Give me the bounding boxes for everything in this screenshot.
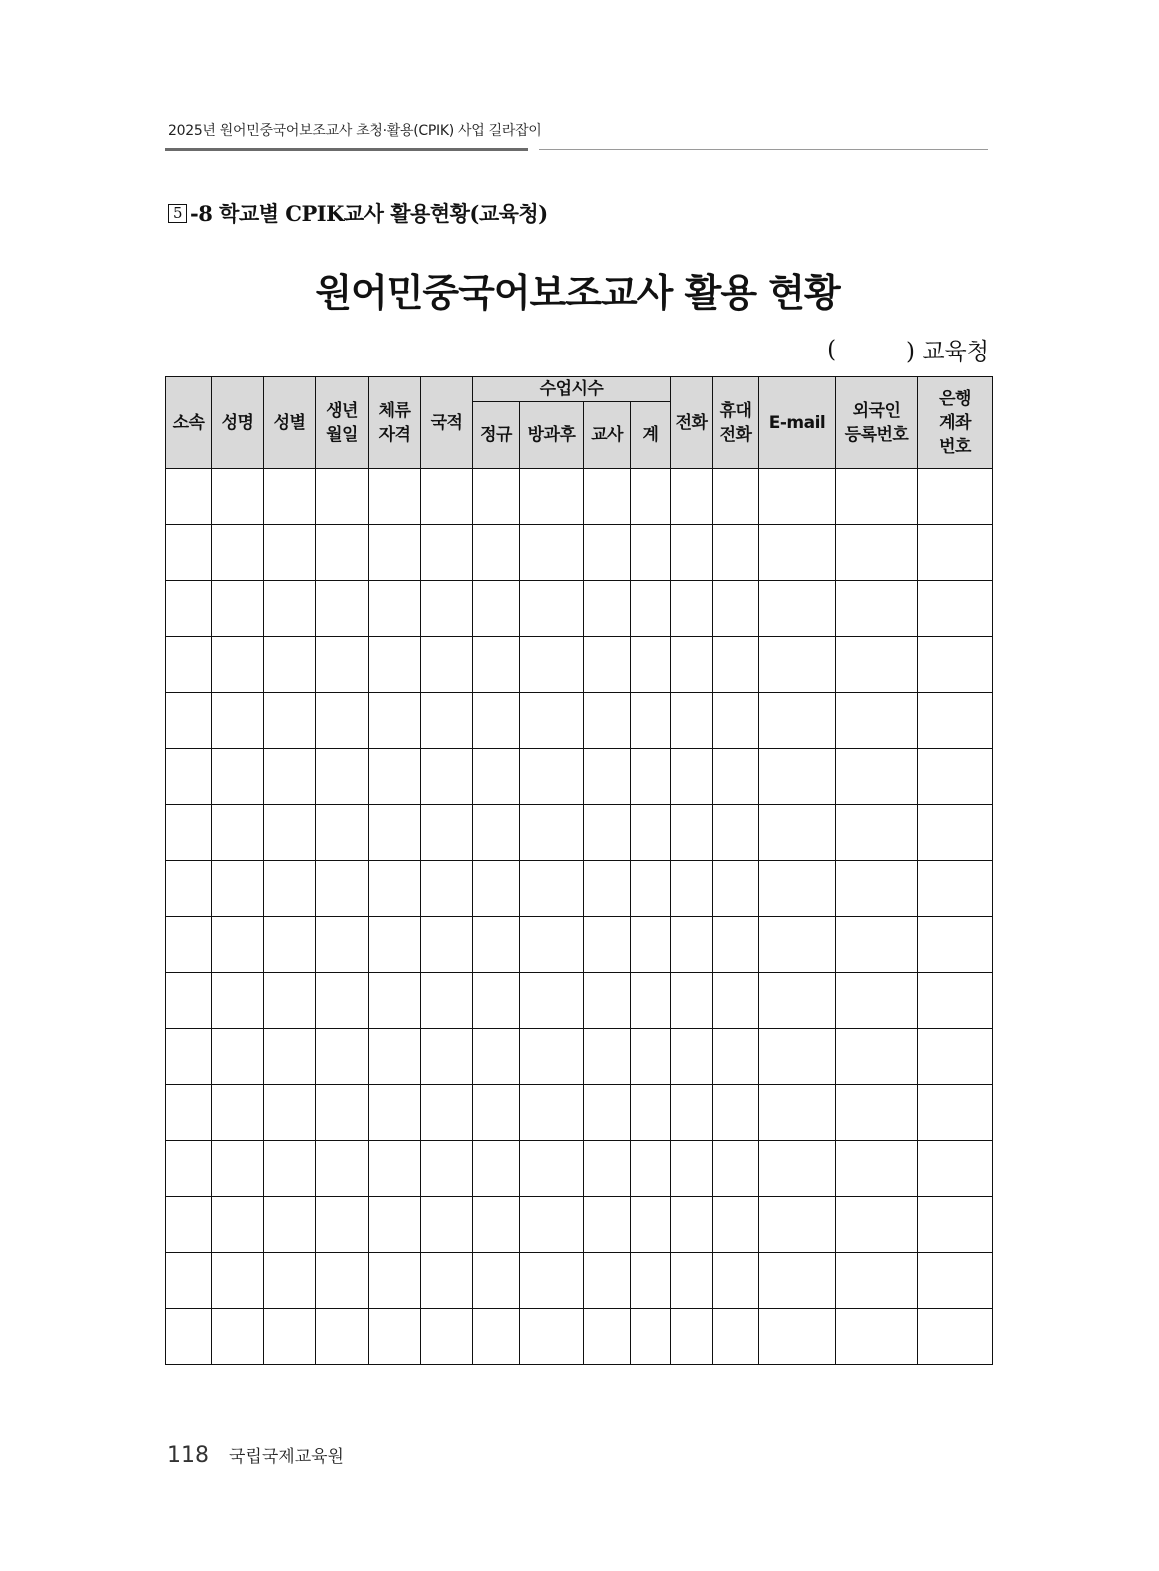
table-row — [166, 973, 993, 1029]
table-cell[interactable] — [671, 1309, 713, 1365]
usage-table — [165, 376, 993, 1365]
table-cell[interactable] — [316, 693, 369, 749]
table-cell[interactable] — [369, 1029, 421, 1085]
col-alien-reg-no: 외국인 등록번호 — [836, 377, 918, 469]
section-heading-text: -8 학교별 CPIK교사 활용현황(교육청) — [190, 201, 548, 226]
table-cell[interactable] — [918, 1197, 993, 1253]
table-cell[interactable] — [759, 861, 836, 917]
office-line — [827, 333, 989, 366]
table-cell[interactable] — [264, 693, 316, 749]
table-cell[interactable] — [631, 525, 671, 581]
table-cell[interactable] — [836, 917, 918, 973]
table-cell[interactable] — [473, 1253, 520, 1309]
table-cell[interactable] — [369, 1253, 421, 1309]
table-cell[interactable] — [264, 1253, 316, 1309]
table-cell[interactable] — [671, 917, 713, 973]
table-cell[interactable] — [264, 1197, 316, 1253]
table-cell[interactable] — [369, 917, 421, 973]
col-regular: 정규 — [473, 402, 520, 469]
table-cell[interactable] — [166, 693, 212, 749]
table-cell[interactable] — [759, 581, 836, 637]
table-row — [166, 581, 993, 637]
table-cell[interactable] — [713, 693, 759, 749]
table-cell[interactable] — [166, 1085, 212, 1141]
table-cell[interactable] — [316, 1029, 369, 1085]
table-cell[interactable] — [759, 693, 836, 749]
table-cell[interactable] — [631, 1253, 671, 1309]
table-cell[interactable] — [421, 1085, 473, 1141]
table-cell[interactable] — [918, 1029, 993, 1085]
table-cell[interactable] — [631, 917, 671, 973]
table-cell[interactable] — [671, 1141, 713, 1197]
table-cell[interactable] — [713, 973, 759, 1029]
table-cell[interactable] — [836, 693, 918, 749]
table-cell[interactable] — [836, 525, 918, 581]
table-cell[interactable] — [918, 637, 993, 693]
running-header: 2025년 원어민중국어보조교사 초청·활용(CPIK) 사업 길라잡이 — [168, 123, 542, 139]
table-cell[interactable] — [631, 1141, 671, 1197]
table-cell[interactable] — [631, 861, 671, 917]
table-cell[interactable] — [584, 1141, 631, 1197]
table-cell[interactable] — [671, 1197, 713, 1253]
table-cell[interactable] — [166, 525, 212, 581]
table-cell[interactable] — [520, 581, 584, 637]
col-birth-date: 생년 월일 — [316, 377, 369, 469]
table-cell[interactable] — [918, 581, 993, 637]
table-cell[interactable] — [264, 525, 316, 581]
table-cell[interactable] — [836, 469, 918, 525]
table-cell[interactable] — [918, 469, 993, 525]
table-cell[interactable] — [369, 861, 421, 917]
table-cell[interactable] — [421, 973, 473, 1029]
col-bank-account: 은행 계좌 번호 — [918, 377, 993, 469]
table-cell[interactable] — [316, 749, 369, 805]
table-cell[interactable] — [421, 581, 473, 637]
table-cell[interactable] — [631, 1309, 671, 1365]
col-after-school: 방과후 — [520, 402, 584, 469]
table-cell[interactable] — [166, 1029, 212, 1085]
table-cell[interactable] — [369, 637, 421, 693]
table-cell[interactable] — [918, 805, 993, 861]
table-cell[interactable] — [631, 805, 671, 861]
table-cell[interactable] — [166, 861, 212, 917]
table-row — [166, 525, 993, 581]
table-cell[interactable] — [264, 1085, 316, 1141]
table-cell[interactable] — [421, 525, 473, 581]
table-cell[interactable] — [212, 1029, 264, 1085]
table-cell[interactable] — [473, 917, 520, 973]
table-cell[interactable] — [713, 581, 759, 637]
table-cell[interactable] — [421, 1029, 473, 1085]
table-cell[interactable] — [671, 861, 713, 917]
table-cell[interactable] — [264, 581, 316, 637]
table-cell[interactable] — [264, 1029, 316, 1085]
table-cell[interactable] — [520, 1309, 584, 1365]
table-cell[interactable] — [473, 1197, 520, 1253]
col-name: 성명 — [212, 377, 264, 469]
table-cell[interactable] — [671, 581, 713, 637]
table-cell[interactable] — [264, 1141, 316, 1197]
table-cell[interactable] — [759, 525, 836, 581]
table-cell[interactable] — [316, 1309, 369, 1365]
table-cell[interactable] — [836, 1141, 918, 1197]
table-cell[interactable] — [316, 1253, 369, 1309]
table-cell[interactable] — [316, 1141, 369, 1197]
table-cell[interactable] — [520, 1141, 584, 1197]
table-cell[interactable] — [316, 861, 369, 917]
table-cell[interactable] — [369, 525, 421, 581]
table-cell[interactable] — [671, 749, 713, 805]
table-row — [166, 1085, 993, 1141]
table-cell[interactable] — [520, 973, 584, 1029]
table-cell[interactable] — [166, 917, 212, 973]
col-nationality: 국적 — [421, 377, 473, 469]
table-cell[interactable] — [631, 749, 671, 805]
col-gender: 성별 — [264, 377, 316, 469]
table-cell[interactable] — [836, 973, 918, 1029]
table-cell[interactable] — [584, 525, 631, 581]
table-cell[interactable] — [166, 581, 212, 637]
table-cell[interactable] — [264, 805, 316, 861]
table-cell[interactable] — [759, 973, 836, 1029]
table-cell[interactable] — [473, 1309, 520, 1365]
table-cell[interactable] — [316, 917, 369, 973]
table-cell[interactable] — [421, 1253, 473, 1309]
table-cell[interactable] — [212, 917, 264, 973]
table-cell[interactable] — [584, 1029, 631, 1085]
table-cell[interactable] — [473, 973, 520, 1029]
table-cell[interactable] — [584, 1253, 631, 1309]
table-cell[interactable] — [473, 1141, 520, 1197]
table-cell[interactable] — [369, 469, 421, 525]
section-heading — [168, 198, 548, 228]
table-cell[interactable] — [520, 749, 584, 805]
table-cell[interactable] — [421, 693, 473, 749]
col-total: 계 — [631, 402, 671, 469]
table-cell[interactable] — [520, 861, 584, 917]
table-cell[interactable] — [836, 581, 918, 637]
table-cell[interactable] — [369, 1141, 421, 1197]
table-cell[interactable] — [631, 1197, 671, 1253]
table-cell[interactable] — [631, 469, 671, 525]
table-cell[interactable] — [166, 469, 212, 525]
table-cell[interactable] — [369, 1309, 421, 1365]
form-title: 원어민중국어보조교사 활용 현황 — [315, 270, 840, 315]
table-cell[interactable] — [166, 1253, 212, 1309]
table-cell[interactable] — [584, 637, 631, 693]
table-cell[interactable] — [421, 1309, 473, 1365]
table-cell[interactable] — [421, 637, 473, 693]
table-cell[interactable] — [369, 581, 421, 637]
table-cell[interactable] — [316, 805, 369, 861]
table-row — [166, 1309, 993, 1365]
table-cell[interactable] — [671, 805, 713, 861]
table-cell[interactable] — [671, 693, 713, 749]
table-cell[interactable] — [918, 861, 993, 917]
table-cell[interactable] — [584, 581, 631, 637]
header-rule-thin — [539, 149, 988, 150]
table-cell[interactable] — [212, 749, 264, 805]
table-cell[interactable] — [836, 1309, 918, 1365]
table-row — [166, 861, 993, 917]
table-row — [166, 749, 993, 805]
table-cell[interactable] — [369, 1085, 421, 1141]
page-number: 118 — [167, 1443, 209, 1468]
table-cell[interactable] — [836, 1029, 918, 1085]
table-cell[interactable] — [713, 1253, 759, 1309]
table-cell[interactable] — [473, 693, 520, 749]
table-cell[interactable] — [421, 917, 473, 973]
table-cell[interactable] — [713, 1085, 759, 1141]
table-cell[interactable] — [759, 917, 836, 973]
table-cell[interactable] — [836, 1253, 918, 1309]
table-cell[interactable] — [316, 973, 369, 1029]
table-cell[interactable] — [671, 1253, 713, 1309]
table-cell[interactable] — [264, 637, 316, 693]
table-cell[interactable] — [473, 805, 520, 861]
office-suffix: ) 교육청 — [906, 339, 989, 365]
table-cell[interactable] — [264, 917, 316, 973]
table-cell[interactable] — [520, 693, 584, 749]
table-cell[interactable] — [212, 525, 264, 581]
table-cell[interactable] — [520, 469, 584, 525]
table-cell[interactable] — [584, 469, 631, 525]
table-cell[interactable] — [671, 973, 713, 1029]
table-cell[interactable] — [473, 581, 520, 637]
table-cell[interactable] — [918, 525, 993, 581]
table-cell[interactable] — [421, 469, 473, 525]
table-cell[interactable] — [671, 637, 713, 693]
table-cell[interactable] — [759, 805, 836, 861]
table-cell[interactable] — [166, 1197, 212, 1253]
table-cell[interactable] — [520, 1085, 584, 1141]
table-cell[interactable] — [421, 861, 473, 917]
table-cell[interactable] — [369, 693, 421, 749]
table-cell[interactable] — [421, 805, 473, 861]
table-cell[interactable] — [584, 749, 631, 805]
table-cell[interactable] — [584, 973, 631, 1029]
col-email: E-mail — [759, 377, 836, 469]
table-cell[interactable] — [713, 1197, 759, 1253]
table-cell[interactable] — [166, 973, 212, 1029]
table-cell[interactable] — [759, 1309, 836, 1365]
table-cell[interactable] — [212, 469, 264, 525]
table-cell[interactable] — [316, 637, 369, 693]
table-cell[interactable] — [212, 637, 264, 693]
table-cell[interactable] — [759, 1029, 836, 1085]
table-row — [166, 1141, 993, 1197]
table-cell[interactable] — [713, 637, 759, 693]
table-cell[interactable] — [264, 469, 316, 525]
table-cell[interactable] — [316, 469, 369, 525]
table-cell[interactable] — [584, 861, 631, 917]
table-cell[interactable] — [918, 1141, 993, 1197]
table-cell[interactable] — [520, 637, 584, 693]
table-cell[interactable] — [212, 1309, 264, 1365]
table-cell[interactable] — [713, 917, 759, 973]
section-number-box: 5 — [168, 204, 187, 223]
table-cell[interactable] — [631, 1029, 671, 1085]
table-cell[interactable] — [584, 1197, 631, 1253]
table-cell[interactable] — [584, 1309, 631, 1365]
table-cell[interactable] — [166, 749, 212, 805]
table-cell[interactable] — [713, 861, 759, 917]
table-cell[interactable] — [316, 525, 369, 581]
table-cell[interactable] — [631, 637, 671, 693]
table-cell[interactable] — [671, 525, 713, 581]
header-rule-thick — [165, 148, 528, 151]
table-cell[interactable] — [713, 749, 759, 805]
table-cell[interactable] — [671, 1085, 713, 1141]
table-cell[interactable] — [473, 1029, 520, 1085]
table-cell[interactable] — [918, 917, 993, 973]
table-cell[interactable] — [369, 805, 421, 861]
table-cell[interactable] — [264, 861, 316, 917]
table-cell[interactable] — [713, 1309, 759, 1365]
table-cell[interactable] — [212, 1085, 264, 1141]
table-cell[interactable] — [671, 1029, 713, 1085]
table-cell[interactable] — [264, 1309, 316, 1365]
table-cell[interactable] — [918, 693, 993, 749]
table-cell[interactable] — [918, 973, 993, 1029]
table-cell[interactable] — [166, 637, 212, 693]
table-cell[interactable] — [631, 973, 671, 1029]
table-cell[interactable] — [713, 1029, 759, 1085]
table-cell[interactable] — [918, 1253, 993, 1309]
table-row — [166, 1029, 993, 1085]
table-cell[interactable] — [212, 1141, 264, 1197]
table-cell[interactable] — [212, 581, 264, 637]
table-cell[interactable] — [836, 749, 918, 805]
table-cell[interactable] — [520, 917, 584, 973]
table-cell[interactable] — [212, 1197, 264, 1253]
table-cell[interactable] — [759, 749, 836, 805]
table-cell[interactable] — [836, 861, 918, 917]
table-cell[interactable] — [584, 693, 631, 749]
table-cell[interactable] — [713, 525, 759, 581]
table-cell[interactable] — [421, 1141, 473, 1197]
table-cell[interactable] — [473, 749, 520, 805]
table-cell[interactable] — [473, 637, 520, 693]
table-cell[interactable] — [713, 1141, 759, 1197]
table-cell[interactable] — [316, 1085, 369, 1141]
table-cell[interactable] — [918, 1309, 993, 1365]
table-cell[interactable] — [212, 973, 264, 1029]
table-cell[interactable] — [421, 1197, 473, 1253]
table-cell[interactable] — [918, 749, 993, 805]
table-row — [166, 637, 993, 693]
table-cell[interactable] — [584, 805, 631, 861]
table-cell[interactable] — [166, 805, 212, 861]
table-row — [166, 1253, 993, 1309]
table-cell[interactable] — [631, 1085, 671, 1141]
table-cell[interactable] — [520, 1253, 584, 1309]
table-cell[interactable] — [713, 805, 759, 861]
col-class-hours: 수업시수 — [473, 377, 671, 402]
table-cell[interactable] — [421, 749, 473, 805]
table-body — [166, 469, 993, 1365]
table-cell[interactable] — [369, 749, 421, 805]
table-row — [166, 693, 993, 749]
table-cell[interactable] — [212, 861, 264, 917]
table-cell[interactable] — [520, 805, 584, 861]
table-cell[interactable] — [671, 469, 713, 525]
table-cell[interactable] — [836, 1085, 918, 1141]
table-cell[interactable] — [759, 1141, 836, 1197]
table-row — [166, 805, 993, 861]
table-cell[interactable] — [631, 581, 671, 637]
table-cell[interactable] — [166, 1309, 212, 1365]
col-phone: 전화 — [671, 377, 713, 469]
table-cell[interactable] — [584, 917, 631, 973]
table-cell[interactable] — [473, 1085, 520, 1141]
table-cell[interactable] — [166, 1141, 212, 1197]
col-mobile: 휴대 전화 — [713, 377, 759, 469]
table-cell[interactable] — [759, 1085, 836, 1141]
table-cell[interactable] — [759, 1253, 836, 1309]
table-cell[interactable] — [369, 1197, 421, 1253]
table-cell[interactable] — [584, 1085, 631, 1141]
table-cell[interactable] — [520, 1029, 584, 1085]
table-cell[interactable] — [759, 469, 836, 525]
table-cell[interactable] — [473, 469, 520, 525]
table-cell[interactable] — [713, 469, 759, 525]
footer-org-name: 국립국제교육원 — [229, 1447, 344, 1467]
table-cell[interactable] — [212, 693, 264, 749]
table-cell[interactable] — [212, 1253, 264, 1309]
col-stay-status: 체류 자격 — [369, 377, 421, 469]
table-cell[interactable] — [836, 805, 918, 861]
table-cell[interactable] — [264, 973, 316, 1029]
page-footer — [167, 1442, 344, 1468]
table-cell[interactable] — [520, 1197, 584, 1253]
table-cell[interactable] — [631, 693, 671, 749]
col-affiliation: 소속 — [166, 377, 212, 469]
table-cell[interactable] — [369, 973, 421, 1029]
office-open-paren: ( — [827, 336, 837, 363]
table-row — [166, 1197, 993, 1253]
table-cell[interactable] — [316, 581, 369, 637]
table-cell[interactable] — [836, 637, 918, 693]
table-cell[interactable] — [759, 1197, 836, 1253]
table-cell[interactable] — [520, 525, 584, 581]
table-cell[interactable] — [212, 805, 264, 861]
table-row — [166, 469, 993, 525]
table-cell[interactable] — [473, 861, 520, 917]
table-cell[interactable] — [759, 637, 836, 693]
table-row — [166, 917, 993, 973]
table-cell[interactable] — [264, 749, 316, 805]
table-cell[interactable] — [473, 525, 520, 581]
col-teacher: 교사 — [584, 402, 631, 469]
table-cell[interactable] — [316, 1197, 369, 1253]
table-cell[interactable] — [918, 1085, 993, 1141]
table-cell[interactable] — [836, 1197, 918, 1253]
